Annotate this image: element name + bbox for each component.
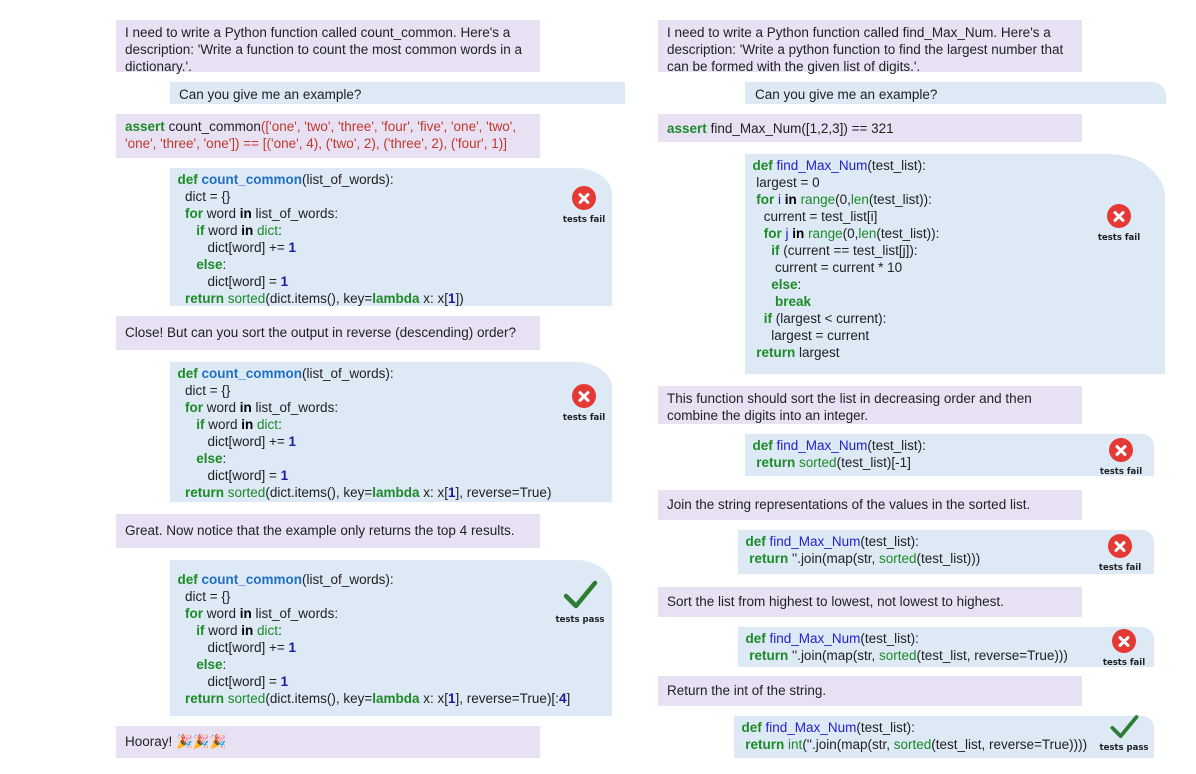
task-prompt: I need to write a Python function called count_common. Here's a description: 'Write a function to count the most common words in a dictionary.'. <box>116 20 540 72</box>
ask-example: Can you give me an example? <box>170 82 625 104</box>
task-prompt: I need to write a Python function called find_Max_Num. Here's a description: 'Write a python function to find the largest number that can be formed with the given list of digits.'. <box>658 20 1082 72</box>
tests-fail-badge: tests fail <box>1094 629 1154 672</box>
fail-icon <box>572 384 596 408</box>
ask-example: Can you give me an example? <box>745 82 1166 104</box>
code-attempt-4 <box>738 627 1154 667</box>
code-attempt-5 <box>734 716 1154 758</box>
example-assert: assert find_Max_Num([1,2,3]) == 321 <box>658 114 1082 142</box>
tests-pass-badge: tests pass <box>550 580 610 629</box>
code-attempt-2 <box>745 434 1154 476</box>
code-lines: def find_Max_Num(test_list): return ''.join(map(str, sorted(test_list, reverse=True))) <box>745 631 1068 663</box>
tests-fail-badge: tests fail <box>1089 204 1149 247</box>
fail-icon <box>1112 629 1136 653</box>
tests-fail-badge: tests fail <box>554 384 614 427</box>
code-attempt-2 <box>170 362 612 502</box>
tests-fail-badge: tests fail <box>554 186 614 229</box>
code-lines: def count_common(list_of_words): dict = {} for word in list_of_words: if word in dict: dict[word] += 1 else: dict[word] = 1 return sorted(dict.items(), key=lambda x: x[1]) <box>170 172 464 306</box>
code-lines: def count_common(list_of_words): dict = {} for word in list_of_words: if word in dict: dict[word] += 1 else: dict[word] = 1 return sorted(dict.items(), key=lambda x: x[1], reverse=True) <box>170 366 552 500</box>
code-lines: def find_Max_Num(test_list): return int(''.join(map(str, sorted(test_list, reverse=True)))) <box>741 720 1088 752</box>
code-lines: def count_common(list_of_words): dict = {} for word in list_of_words: if word in dict: dict[word] += 1 else: dict[word] = 1 return sorted(dict.items(), key=lambda x: x[1], reverse=True)[:4] <box>170 572 571 706</box>
code-attempt-1 <box>170 168 612 306</box>
example-assert: assert count_common(['one', 'two', 'three', 'four', 'five', 'one', 'two', 'one', 'three', 'one']) == [('one', 4), ('two', 2), ('three', 2), ('four', 1)] <box>116 114 540 158</box>
tests-pass-badge: tests pass <box>1094 714 1154 757</box>
feedback-3: Sort the list from highest to lowest, not lowest to highest. <box>658 587 1082 617</box>
check-icon <box>1109 714 1139 740</box>
code-attempt-1 <box>745 154 1165 374</box>
fail-icon <box>1107 204 1131 228</box>
final-message: Hooray! 🎉🎉🎉 <box>116 726 540 758</box>
check-icon <box>562 580 598 610</box>
fail-icon <box>572 186 596 210</box>
tests-fail-badge: tests fail <box>1090 534 1150 577</box>
feedback-2: Great. Now notice that the example only returns the top 4 results. <box>116 514 540 548</box>
fail-icon <box>1109 438 1133 462</box>
feedback-2: Join the string representations of the values in the sorted list. <box>658 490 1082 520</box>
feedback-4: Return the int of the string. <box>658 676 1082 706</box>
feedback-1: This function should sort the list in decreasing order and then combine the digits into an integer. <box>658 386 1082 424</box>
code-lines: def find_Max_Num(test_list): return ''.join(map(str, sorted(test_list))) <box>745 534 981 566</box>
code-attempt-3 <box>170 560 612 716</box>
tests-fail-badge: tests fail <box>1091 438 1151 481</box>
feedback-1: Close! But can you sort the output in reverse (descending) order? <box>116 316 540 350</box>
code-lines: def find_Max_Num(test_list): return sorted(test_list)[-1] <box>752 438 926 470</box>
fail-icon <box>1108 534 1132 558</box>
code-lines: def find_Max_Num(test_list): largest = 0 for i in range(0,len(test_list)): current = test_list[i] for j in range(0,len(test_list)): if (current == test_list[j]): current = current * 10 else: break if (largest < current): largest = current return largest <box>745 158 940 360</box>
code-attempt-3 <box>738 530 1154 574</box>
